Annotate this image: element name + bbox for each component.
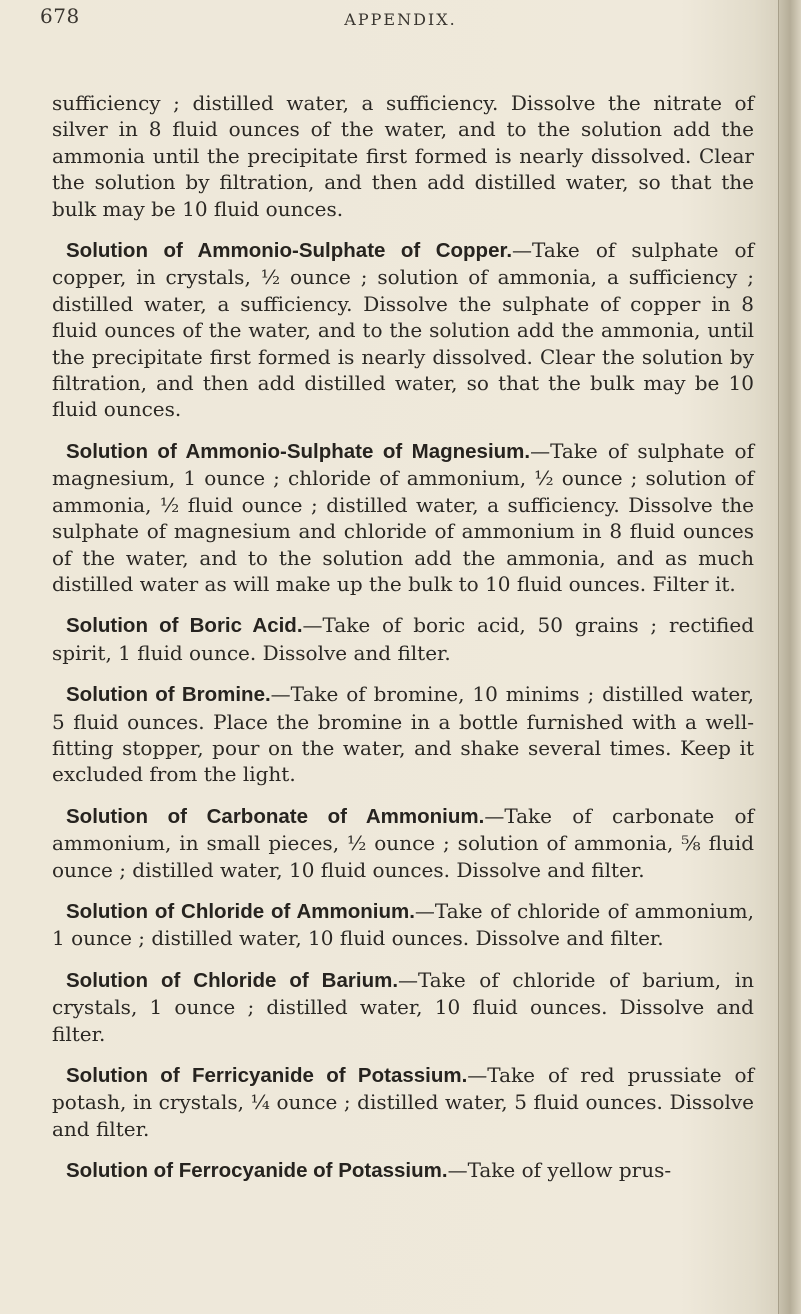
entry-heading: Solution of Chloride of Barium. (66, 968, 399, 992)
entry-text: —Take of carbonate of ammonium, in small pieces, ½ ounce ; solution of ammonia, ⅝ fluid ounce ; distilled water, 10 fluid ounces. Dissolve and filter. (52, 803, 754, 882)
running-head: APPENDIX. (344, 10, 457, 29)
entry-paragraph (52, 612, 754, 666)
entry-text: —Take of boric acid, 50 grains ; rectified spirit, 1 fluid ounce. Dissolve and filter. (52, 613, 754, 665)
entry-paragraph (52, 438, 754, 597)
entry-heading: Solution of Chloride of Ammonium. (66, 899, 415, 923)
entry-paragraph (52, 803, 754, 883)
entry-heading: Solution of Carbonate of Ammonium. (66, 804, 485, 828)
entry-text: —Take of chloride of ammonium, 1 ounce ; distilled water, 10 fluid ounces. Dissolve and filter. (52, 898, 754, 951)
entry-text: —Take of red prussiate of potash, in crystals, ¼ ounce ; distilled water, 5 fluid ounces. Dissolve and filter. (52, 1063, 754, 1141)
page-edge-shadow (778, 0, 801, 1314)
entry-heading: Solution of Ferricyanide of Potassium. (66, 1064, 468, 1087)
entry-paragraph (52, 1062, 754, 1142)
page-body (52, 90, 754, 1185)
entry-paragraph (52, 237, 754, 423)
entry-text: —Take of chloride of barium, in crystals, 1 ounce ; distilled water, 10 fluid ounces. Dissolve and filter. (52, 967, 754, 1046)
entry-paragraph (52, 1157, 754, 1184)
entry-heading: Solution of Boric Acid. (66, 614, 303, 638)
entry-heading: Solution of Bromine. (66, 683, 271, 707)
entry-heading: Solution of Ferrocyanide of Potassium. (66, 1159, 448, 1183)
entry-paragraph (52, 967, 754, 1047)
page-number: 678 (40, 4, 80, 28)
entry-text: —Take of sulphate of magnesium, 1 ounce ; chloride of ammonium, ½ ounce ; solution of ammonia, ½ fluid ounce ; distilled water, a sufficiency. Dissolve the sulphate of magnesium and chloride of ammonium in 8 fluid ounces of the water, and to the solution add the ammonia, and as much distilled water as will make up the bulk to 10 fluid ounces. Filter it. (52, 438, 754, 596)
entry-paragraph (52, 898, 754, 952)
entry-heading: Solution of Ammonio-Sulphate of Copper. (66, 239, 513, 263)
entry-heading: Solution of Ammonio-Sulphate of Magnesium. (66, 439, 531, 463)
continuation-paragraph: sufficiency ; distilled water, a sufficiency. Dissolve the nitrate of silver in 8 fluid ounces of the water, and to the solution add the ammonia until the precipitate first formed is nearly dissolved. Clear the solution by filtration, and then add distilled water, so that the bulk may be 10 fluid ounces. (52, 91, 754, 221)
entry-text: —Take of sulphate of copper, in crystals, ½ ounce ; solution of ammonia, a sufficiency ; distilled water, a sufficiency. Dissolve the sulphate of copper in 8 fluid ounces of the water, and to the solution add the ammonia, until the precipitate first formed is nearly dissolved. Clear the solution by filtration, and then add distilled water, so that the bulk may be 10 fluid ounces. (52, 238, 754, 422)
entry-text: —Take of bromine, 10 minims ; distilled water, 5 fluid ounces. Place the bromine in a bottle furnished with a well-fitting stopper, pour on the water, and shake several times. Keep it excluded from the light. (52, 682, 754, 787)
entry-text: —Take of yellow prus- (447, 1158, 672, 1183)
entry-paragraph (52, 681, 754, 788)
